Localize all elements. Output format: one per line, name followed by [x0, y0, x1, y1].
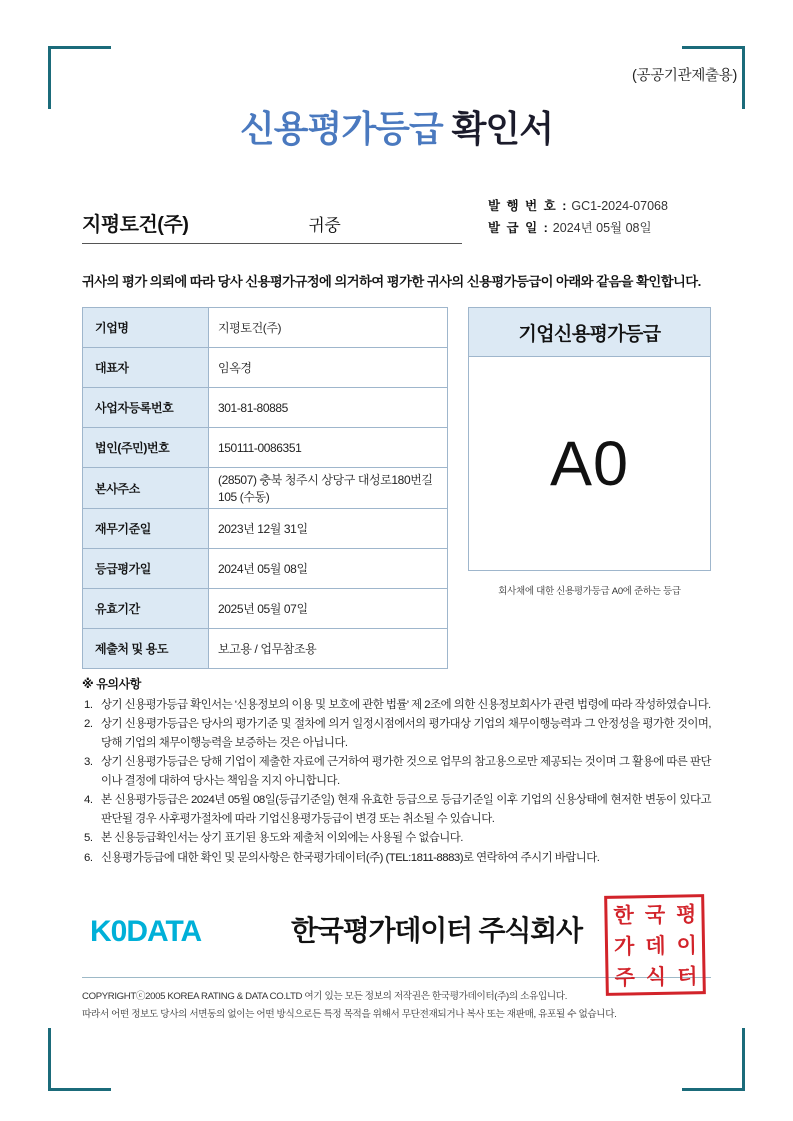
seal-char: 평 [675, 903, 696, 927]
confirmation-statement: 귀사의 평가 의뢰에 따라 당사 신용평가규정에 의거하여 평가한 귀사의 신용평가등급이 아래와 같음을 확인합니다. [82, 273, 701, 289]
table-row [83, 589, 448, 629]
table-row [83, 629, 448, 669]
row-value: 150111-0086351 [209, 428, 448, 468]
issue-number-row [488, 196, 711, 218]
table-row [83, 388, 448, 428]
page-title [48, 101, 745, 152]
page-title-highlight: 신용평가등급 [240, 108, 443, 149]
row-label: 등급평가일 [83, 549, 209, 589]
row-value: 301-81-80885 [209, 388, 448, 428]
table-row [83, 509, 448, 549]
recipient-honorific: 귀중 [308, 215, 341, 235]
issuing-company-name: 한국평가데이터 주식회사 [291, 915, 582, 947]
frame-corner-bottom-right [682, 1028, 745, 1091]
row-value: 임옥경 [209, 348, 448, 388]
grade-column [468, 307, 711, 669]
row-value: 지평토건(주) [209, 308, 448, 348]
row-label: 대표자 [83, 348, 209, 388]
table-row [83, 308, 448, 348]
row-label: 법인(주민)번호 [83, 428, 209, 468]
seal-char: 한 [613, 904, 633, 928]
row-value: 2024년 05월 08일 [209, 549, 448, 589]
grade-box-header: 기업신용평가등급 [469, 308, 710, 357]
signature-row [48, 893, 745, 991]
seal-char: 주 [614, 966, 635, 991]
recipient-block [82, 208, 462, 244]
grade-caption: 회사채에 대한 신용평가등급 A0에 준하는 등급 [498, 586, 681, 598]
seal-char: 국 [644, 903, 665, 928]
page-title-rest: 확인서 [442, 108, 553, 149]
list-item: 상기 신용평가등급은 당해 기업이 제출한 자료에 근거하여 평가한 것으로 업무의 참고용으로만 제공되는 것이며 그 활용에 따른 판단이나 결정에 대하여 당사는 책임을 지지 아니합니다. [101, 756, 711, 787]
grade-box-body [469, 357, 710, 570]
frame-corner-bottom-left [48, 1028, 111, 1091]
list-item: 신용평가등급에 대한 확인 및 문의사항은 한국평가데이터(주) (TEL:1811-8883)로 연락하여 주시기 바랍니다. [101, 851, 600, 864]
row-label: 유효기간 [83, 589, 209, 629]
row-label: 사업자등록번호 [83, 388, 209, 428]
list-item: 상기 신용평가등급은 당사의 평가기준 및 절차에 의거 일정시점에서의 평가대상 기업의 채무이행능력과 그 안정성을 평가한 것이며, 당해 기업의 채무이행능력을 보증하는 것은 아닙니다. [101, 718, 711, 749]
public-institution-note: (공공기관제출용) [631, 68, 737, 84]
notes-section [48, 675, 745, 867]
recipient-and-issue-row [48, 196, 745, 244]
row-value: 2023년 12월 31일 [209, 509, 448, 549]
footer-line-1: COPYRIGHTⓒ2005 KOREA RATING & DATA CO.LTD 여기 있는 모든 정보의 저작권은 한국평가데이터(주)의 소유입니다. [82, 991, 568, 1003]
table-row [83, 428, 448, 468]
official-seal-stamp [604, 894, 706, 996]
notes-list [82, 696, 711, 867]
issue-date-row [488, 218, 711, 240]
footer-line-2: 따라서 어떤 정보도 당사의 서면동의 없이는 어떤 방식으로든 특정 목적을 위해서 무단전재되거나 복사 또는 재판매, 유포될 수 없습니다. [82, 1008, 617, 1020]
seal-char: 가 [613, 935, 634, 959]
row-label: 기업명 [83, 308, 209, 348]
credit-grade-value: A0 [549, 428, 630, 499]
document-content [48, 46, 745, 1024]
main-area [48, 307, 745, 669]
seal-char: 식 [645, 966, 666, 990]
issue-date-value: 2024년 05월 08일 [552, 220, 652, 235]
table-row [83, 468, 448, 509]
row-value: 2025년 05월 07일 [209, 589, 448, 629]
seal-char: 이 [676, 934, 697, 958]
list-item: 본 신용등급확인서는 상기 표기된 용도와 제출처 이외에는 사용될 수 없습니다. [101, 832, 463, 845]
issue-date-label: 발 급 일 : [488, 220, 550, 235]
row-value: 보고용 / 업무참조용 [209, 629, 448, 669]
notes-title: ※ 유의사항 [82, 677, 141, 692]
issue-info-block [462, 196, 711, 244]
recipient-company-name: 지평토건(주) [82, 213, 189, 236]
table-row [83, 549, 448, 589]
issue-number-value: GC1-2024-07068 [571, 199, 668, 213]
table-row [83, 348, 448, 388]
kodata-logo: K0DATA [90, 915, 202, 949]
row-value: (28507) 충북 청주시 상당구 대성로180번길 105 (수동) [209, 468, 448, 509]
row-label: 본사주소 [83, 468, 209, 509]
credit-grade-box [468, 307, 711, 571]
list-item: 상기 신용평가등급 확인서는 '신용정보의 이용 및 보호에 관한 법률' 제 2조에 의한 신용정보회사가 관련 법령에 따라 작성하였습니다. [101, 699, 711, 712]
issue-number-label: 발 행 번 호 : [488, 199, 568, 213]
row-label: 제출처 및 용도 [83, 629, 209, 669]
seal-char: 데 [645, 935, 665, 959]
list-item: 본 신용평가등급은 2024년 05월 08일(등급기준일) 현재 유효한 등급으로 등급기준일 이후 기업의 신용상태에 현저한 변동이 있다고 판단될 경우 사후평가절차에 따라 기업신용평가등급이 변경 또는 취소될 수 있습니다. [101, 794, 711, 825]
row-label: 재무기준일 [83, 509, 209, 549]
company-info-table [82, 307, 448, 669]
seal-char: 터 [677, 965, 697, 990]
